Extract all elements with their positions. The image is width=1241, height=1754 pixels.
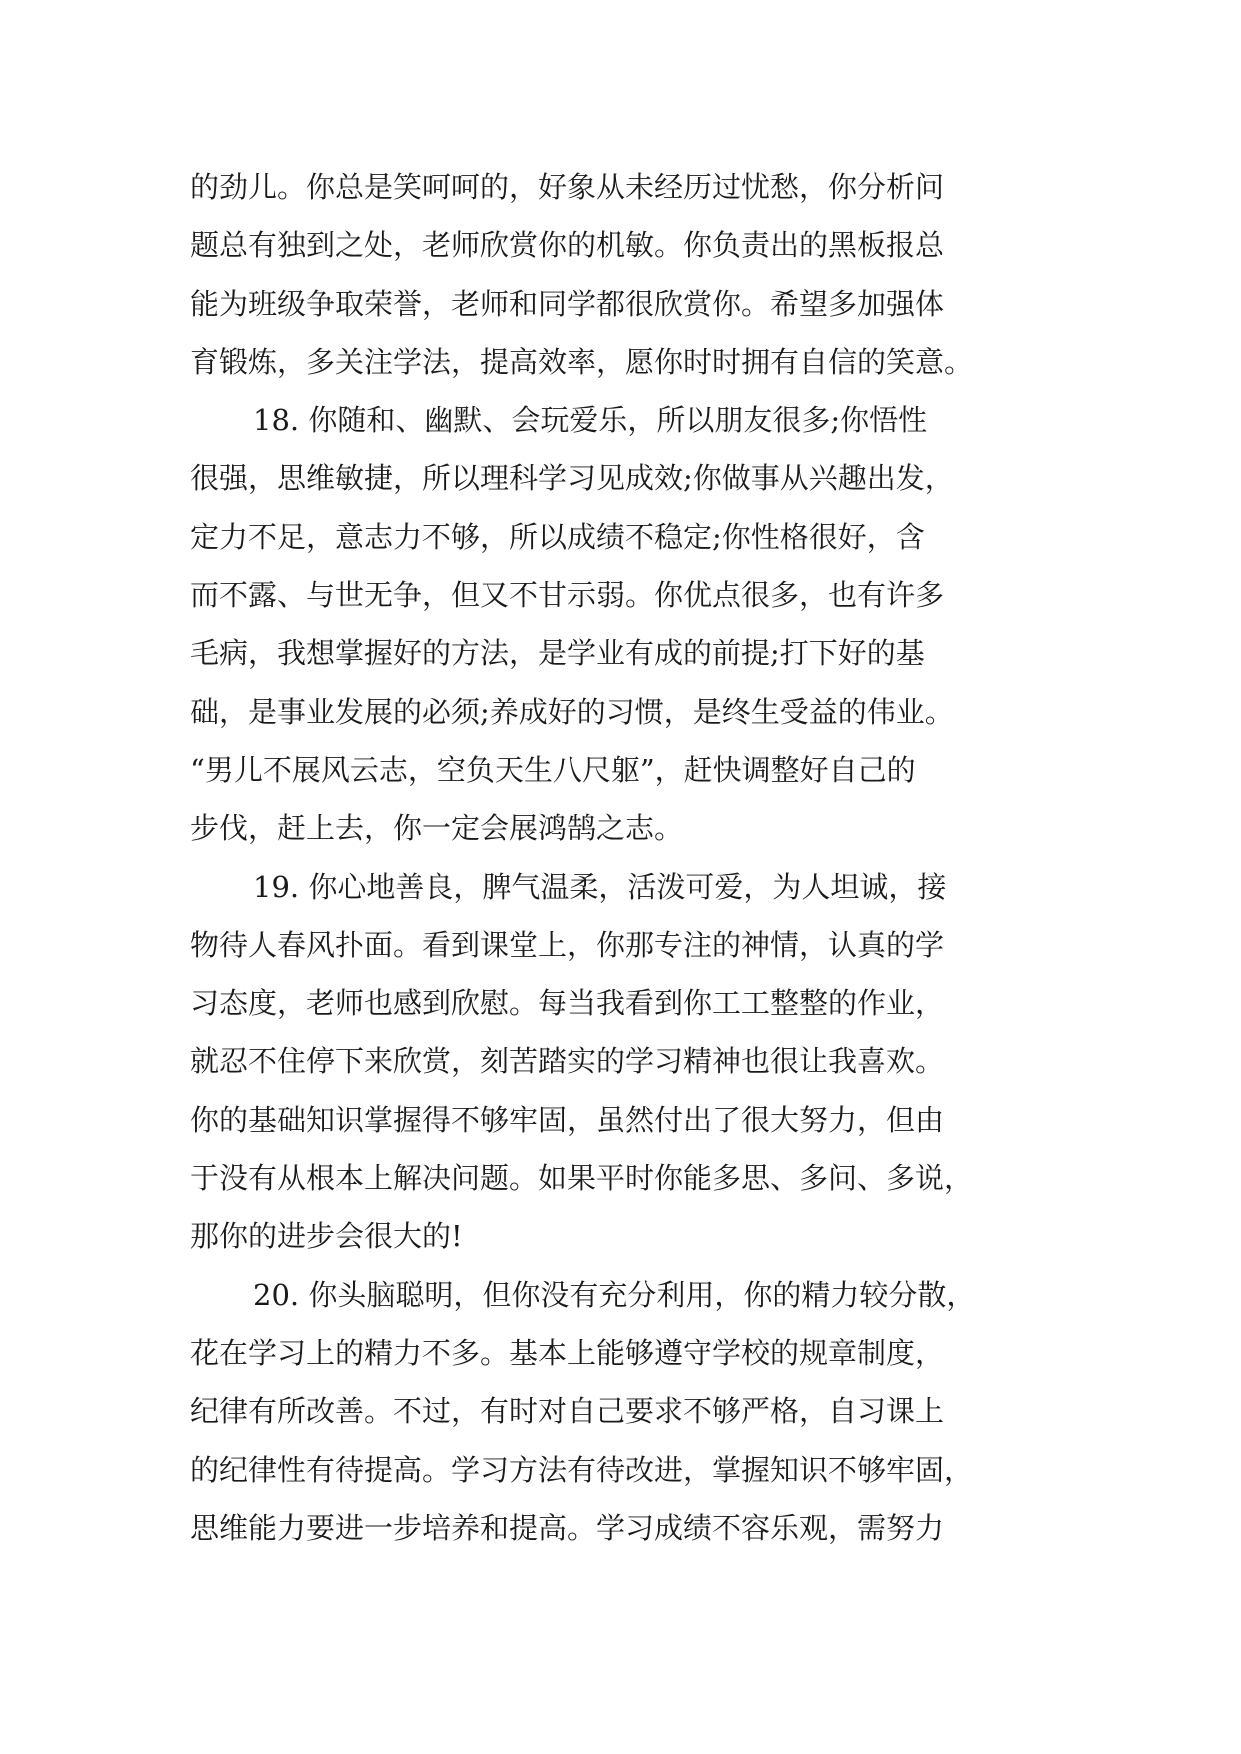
paragraph-20-first-line: 20. 你头脑聪明，但你没有充分利用，你的精力较分散， bbox=[253, 1277, 976, 1312]
text-line: 那你的进步会很大的! bbox=[190, 1219, 463, 1254]
document-body bbox=[190, 158, 1090, 1557]
text-line: 思维能力要进一步培养和提高。学习成绩不容乐观，需努力 bbox=[190, 1510, 945, 1545]
text-line: “男儿不展风云志，空负天生八尺躯”，赶快调整好自己的 bbox=[190, 752, 916, 787]
text-line: 物待人春风扑面。看到课堂上，你那专注的神情，认真的学 bbox=[190, 927, 945, 962]
text-line: 而不露、与世无争，但又不甘示弱。你优点很多，也有许多 bbox=[190, 578, 945, 613]
text-line: 你的基础知识掌握得不够牢固，虽然付出了很大努力，但由 bbox=[190, 1102, 945, 1137]
text-line: 毛病，我想掌握好的方法，是学业有成的前提;打下好的基 bbox=[190, 636, 925, 671]
text-line: 步伐，赶上去，你一定会展鸿鹄之志。 bbox=[190, 811, 684, 846]
text-line: 题总有独到之处，老师欣赏你的机敏。你负责出的黑板报总 bbox=[190, 228, 945, 263]
text-line: 础，是事业发展的必须;养成好的习惯，是终生受益的伟业。 bbox=[190, 694, 954, 729]
text-line: 育锻炼，多关注学法，提高效率，愿你时时拥有自信的笑意。 bbox=[190, 344, 974, 379]
text-line: 纪律有所改善。不过，有时对自己要求不够严格，自习课上 bbox=[190, 1394, 945, 1429]
text-line: 就忍不住停下来欣赏，刻苦踏实的学习精神也很让我喜欢。 bbox=[190, 1044, 945, 1079]
text-line: 很强，思维敏捷，所以理科学习见成效;你做事从兴趣出发， bbox=[190, 461, 954, 496]
text-line: 能为班级争取荣誉，老师和同学都很欣赏你。希望多加强体 bbox=[190, 286, 945, 321]
text-line: 习态度，老师也感到欣慰。每当我看到你工工整整的作业， bbox=[190, 986, 945, 1021]
paragraph-18-first-line: 18. 你随和、幽默、会玩爱乐，所以朋友很多;你悟性 bbox=[253, 403, 928, 438]
text-line: 于没有从根本上解决问题。如果平时你能多思、多问、多说， bbox=[190, 1161, 974, 1196]
paragraph-19-first-line: 19. 你心地善良，脾气温柔，活泼可爱，为人坦诚，接 bbox=[253, 869, 947, 904]
text-line: 的纪律性有待提高。学习方法有待改进，掌握知识不够牢固， bbox=[190, 1452, 974, 1487]
text-line: 定力不足，意志力不够，所以成绩不稳定;你性格很好，含 bbox=[190, 519, 925, 554]
text-line: 花在学习上的精力不多。基本上能够遵守学校的规章制度， bbox=[190, 1335, 945, 1370]
text-line: 的劲儿。你总是笑呵呵的，好象从未经历过忧愁，你分析问 bbox=[190, 170, 945, 204]
